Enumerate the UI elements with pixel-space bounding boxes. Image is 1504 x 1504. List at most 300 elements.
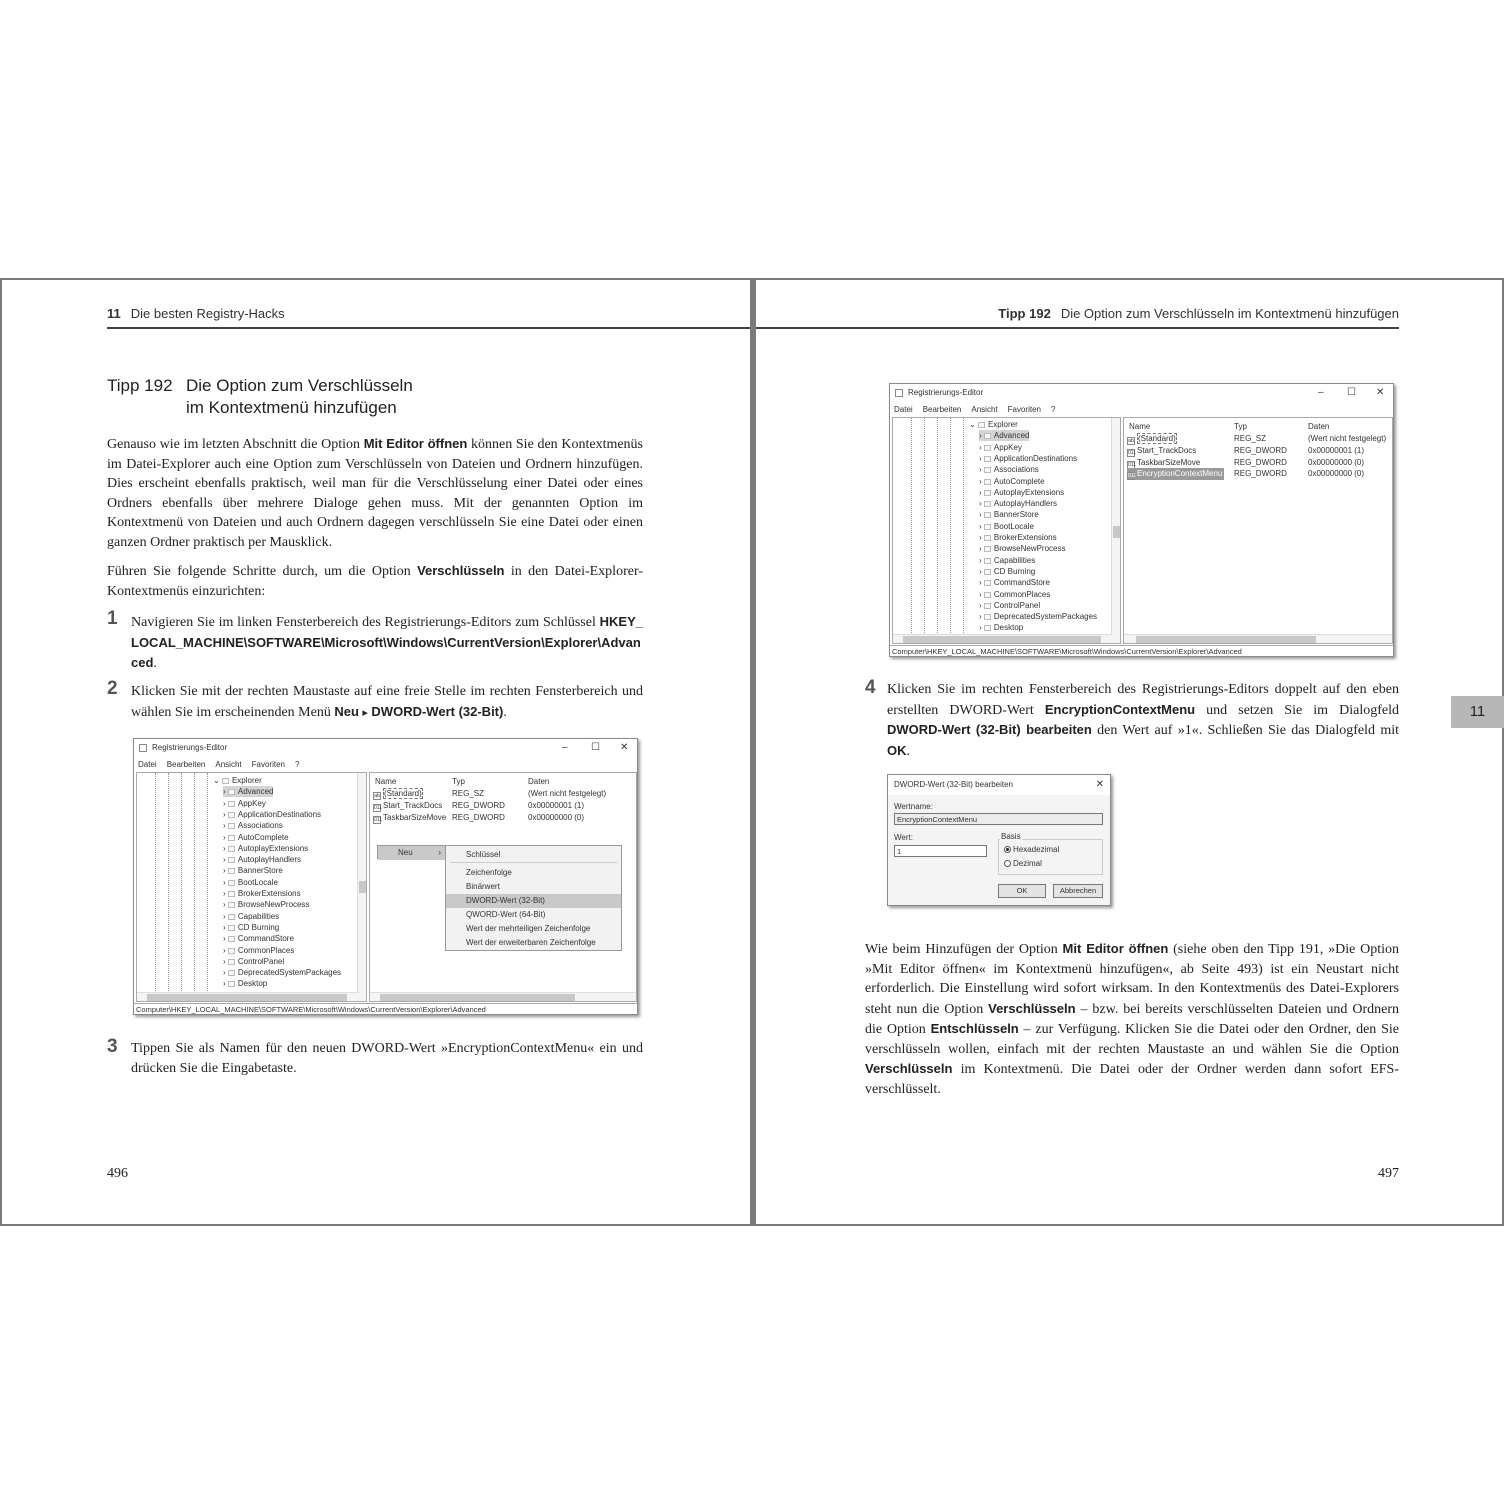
tree-node[interactable] xyxy=(223,809,321,820)
text: Tippen Sie als Namen für den neuen DWORD-Wert »EncryptionContextMenu« ein und drücken Sie die Eingabetaste. xyxy=(131,1041,643,1076)
chevron-right-icon: › xyxy=(979,431,984,441)
tree-node[interactable] xyxy=(979,577,1050,588)
tree-node[interactable] xyxy=(223,956,284,967)
folder-icon xyxy=(984,433,991,439)
regedit-screenshot-1 xyxy=(133,738,638,1015)
tree-node[interactable] xyxy=(979,521,1034,532)
tree-node[interactable] xyxy=(979,543,1065,554)
chevron-right-icon: › xyxy=(223,877,228,887)
step-1 xyxy=(131,612,643,674)
radio-icon xyxy=(1004,860,1011,867)
step-3 xyxy=(131,1039,643,1078)
folder-icon xyxy=(984,501,991,507)
folder-icon xyxy=(228,835,235,841)
tree-vscrollbar[interactable] xyxy=(1111,418,1120,643)
menu-item: Neu xyxy=(334,703,359,719)
page-number-left: 496 xyxy=(107,1166,128,1181)
tree-label: BrowseNewProcess xyxy=(237,900,310,910)
values-list[interactable] xyxy=(1123,417,1393,644)
page-number-right: 497 xyxy=(1378,1166,1399,1181)
radio-decimal[interactable] xyxy=(1004,859,1042,868)
chevron-right-icon: › xyxy=(979,533,984,542)
chevron-right-icon: › xyxy=(979,600,984,610)
option-name: Verschlüsseln xyxy=(417,563,505,578)
tree-node[interactable] xyxy=(223,888,301,899)
value-data-label: Wert: xyxy=(894,833,913,842)
folder-icon xyxy=(984,569,991,575)
step-number-3: 3 xyxy=(107,1036,118,1057)
menu-item: DWORD-Wert (32-Bit) xyxy=(371,703,504,719)
tree-label: Associations xyxy=(993,465,1039,475)
submenu-item[interactable]: Zeichenfolge xyxy=(466,868,512,877)
header-rule-left xyxy=(107,327,750,329)
tree-label: Desktop xyxy=(237,979,268,989)
menu-bearbeiten[interactable]: Bearbeiten xyxy=(922,405,962,414)
submenu-item[interactable]: Schlüssel xyxy=(466,850,501,859)
folder-icon xyxy=(984,490,991,496)
registry-path: HKEY_LOCAL_MACHINE\SOFTWARE\Microsoft\Windows\CurrentVersion\Explorer\Advanced xyxy=(131,614,643,670)
text: Klicken Sie im rechten Fensterbereich des Registrierungs-Editors doppelt auf den eben erstellten DWORD-Wert xyxy=(887,682,1399,718)
tree-node[interactable] xyxy=(223,820,283,831)
folder-icon xyxy=(984,580,991,586)
menu-datei[interactable]: Datei xyxy=(894,405,913,414)
tree-node[interactable] xyxy=(223,933,294,944)
chevron-right-icon: › xyxy=(979,623,984,633)
chevron-right-icon: › xyxy=(223,922,228,932)
tree-label: CD Burning xyxy=(993,566,1036,576)
menu-help[interactable]: ? xyxy=(294,760,300,769)
folder-icon xyxy=(984,625,991,631)
tree-node[interactable] xyxy=(979,498,1057,509)
tree-label: BootLocale xyxy=(993,521,1034,531)
status-bar: Computer\HKEY_LOCAL_MACHINE\SOFTWARE\Microsoft\Windows\CurrentVersion\Explorer\Advanced xyxy=(890,645,1393,656)
tree-node[interactable] xyxy=(223,854,301,865)
value-name: TaskbarSizeMove xyxy=(383,813,447,822)
tree-node[interactable] xyxy=(223,967,341,978)
folder-icon xyxy=(228,902,235,908)
radio-label: Hexadezimal xyxy=(1013,845,1060,854)
tree-label: CommandStore xyxy=(993,578,1050,588)
value-type: REG_SZ xyxy=(452,789,485,798)
tree-node-explorer[interactable] xyxy=(213,775,262,786)
submenu-item[interactable]: DWORD-Wert (32-Bit) xyxy=(446,894,621,908)
close-button[interactable]: ✕ xyxy=(1376,387,1385,398)
tree-node[interactable] xyxy=(223,843,308,854)
tree-node[interactable] xyxy=(223,786,273,797)
chevron-right-icon: › xyxy=(979,487,984,497)
closing-paragraph xyxy=(865,939,1399,1099)
tree-label: BrowseNewProcess xyxy=(993,544,1066,554)
tree-label: ApplicationDestinations xyxy=(237,809,322,819)
option-name: Verschlüsseln xyxy=(865,1061,953,1076)
tree-node[interactable] xyxy=(979,464,1039,475)
text: können Sie den Kontextmenüs im Datei-Explorer auch eine Option zum Verschlüsseln von Dateien und Ordnern hinzufügen. Dies erscheint ebenfalls praktisch, weil man für die Verschlüsselung einer Datei oder eines Ordners ebenfalls über mehrere Dialoge gehen muss. Mit der genannten Option im Kontextmenü von Dateien und auch Ordnern dagegen verschlüsseln Sie eine Datei oder einen ganzen Ordner praktisch per Mausklick. xyxy=(107,437,644,550)
running-head-right xyxy=(998,306,1399,321)
value-data: 0x00000000 (0) xyxy=(1308,469,1365,478)
chevron-right-icon: › xyxy=(223,934,228,944)
registry-tree[interactable] xyxy=(136,772,367,1002)
value-type: REG_DWORD xyxy=(1234,458,1287,467)
scroll-thumb[interactable] xyxy=(903,636,1101,643)
value-data-input[interactable]: 1 xyxy=(894,845,987,857)
chevron-down-icon: ⌄ xyxy=(213,776,222,785)
tree-label: BannerStore xyxy=(993,510,1039,520)
tree-label: Desktop xyxy=(993,623,1024,633)
tree-label: AutoComplete xyxy=(237,832,289,842)
tree-node-explorer[interactable] xyxy=(969,419,1018,430)
tree-hscrollbar[interactable] xyxy=(893,634,1113,643)
value-data: 0x00000001 (1) xyxy=(1308,446,1365,455)
chevron-right-icon: › xyxy=(223,787,228,797)
chevron-right-icon: › xyxy=(223,968,228,978)
folder-icon xyxy=(228,812,235,818)
value-type: REG_DWORD xyxy=(452,813,505,822)
tree-guide xyxy=(207,773,208,1001)
chevron-right-icon: › xyxy=(979,442,984,452)
list-hscrollbar[interactable] xyxy=(1124,634,1393,643)
scroll-thumb[interactable] xyxy=(147,994,347,1001)
text: – zur Verfügung. Klicken Sie die Datei oder den Ordner, den Sie verschlüsseln wollen, einfach mit der rechten Maustaste an und wählen Sie die Option xyxy=(865,1022,1399,1057)
text: und setzen Sie im Dialogfeld xyxy=(1195,702,1399,718)
tree-label: CD Burning xyxy=(237,922,280,932)
folder-icon xyxy=(228,948,235,954)
tree-node[interactable] xyxy=(223,922,279,933)
chapter-number: 11 xyxy=(107,306,121,321)
folder-icon xyxy=(228,880,235,886)
menu-favoriten[interactable]: Favoriten xyxy=(1007,405,1041,414)
chevron-right-icon: › xyxy=(979,521,984,531)
minimize-button[interactable]: – xyxy=(1318,387,1324,398)
scroll-thumb[interactable] xyxy=(359,881,366,893)
folder-icon xyxy=(228,981,235,987)
tip-heading xyxy=(107,375,413,419)
list-row[interactable] xyxy=(372,800,636,811)
chevron-right-icon: › xyxy=(979,578,984,588)
tree-node[interactable] xyxy=(223,865,283,876)
list-row[interactable] xyxy=(372,788,636,799)
submenu-item[interactable]: Wert der mehrteiligen Zeichenfolge xyxy=(466,924,591,933)
tree-node[interactable] xyxy=(979,476,1045,487)
chevron-right-icon: › xyxy=(979,476,984,486)
menu-bearbeiten[interactable]: Bearbeiten xyxy=(166,760,206,769)
value-data: 0x00000000 (0) xyxy=(528,813,585,822)
intro-paragraph xyxy=(107,434,643,552)
tree-node[interactable] xyxy=(979,555,1035,566)
chevron-right-icon: › xyxy=(438,848,441,857)
tree-node[interactable] xyxy=(223,945,294,956)
page-left xyxy=(2,280,750,1224)
folder-icon xyxy=(984,603,991,609)
chevron-right-icon: › xyxy=(979,566,984,576)
tip-number: Tipp 192 xyxy=(998,306,1051,321)
chevron-right-icon: › xyxy=(223,832,228,842)
chevron-right-icon: › xyxy=(223,956,228,966)
book-spread xyxy=(0,278,1504,1226)
string-value-icon: ab xyxy=(374,793,380,799)
tree-label: ControlPanel xyxy=(993,600,1041,610)
value-type: REG_DWORD xyxy=(1234,446,1287,455)
list-row[interactable] xyxy=(1126,457,1392,468)
minimize-button[interactable]: – xyxy=(562,742,568,753)
value-type: REG_SZ xyxy=(1234,434,1267,443)
list-row[interactable] xyxy=(1126,433,1392,444)
chevron-right-icon: › xyxy=(223,866,228,876)
folder-icon xyxy=(984,479,991,485)
tree-guide xyxy=(963,418,964,643)
context-menu xyxy=(377,845,446,859)
chevron-right-icon: › xyxy=(979,544,984,554)
submenu-item[interactable]: Wert der erweiterbaren Zeichenfolge xyxy=(466,938,596,947)
tree-label: AutoplayExtensions xyxy=(993,487,1065,497)
chevron-right-icon: › xyxy=(223,821,228,831)
text: Führen Sie folgende Schritte durch, um die Option xyxy=(107,564,418,579)
registry-tree[interactable] xyxy=(892,417,1121,644)
tree-hscrollbar[interactable] xyxy=(137,992,359,1001)
option-name: Verschlüsseln xyxy=(988,1000,1076,1016)
menu-bar xyxy=(894,404,1393,416)
chevron-right-icon: › xyxy=(979,465,984,475)
tree-guide xyxy=(168,773,169,1001)
dialog-close-button[interactable]: ✕ xyxy=(1095,779,1104,790)
window-title: Registrierungs-Editor xyxy=(152,743,228,752)
tree-guide xyxy=(155,773,156,1001)
value-data: 0x00000001 (1) xyxy=(528,801,585,810)
text: in den Datei-Explorer-Kontextmenüs einzurichten: xyxy=(107,564,643,599)
value-name-label: Wertname: xyxy=(894,802,933,811)
tree-node[interactable] xyxy=(979,622,1023,633)
tree-node[interactable] xyxy=(979,487,1064,498)
text: Navigieren Sie im linken Fensterbereich des Registrierungs-Editors zum Schlüssel xyxy=(131,615,600,630)
column-type[interactable]: Typ xyxy=(1234,422,1247,431)
folder-icon xyxy=(228,959,235,965)
tree-node[interactable] xyxy=(979,589,1050,600)
list-row[interactable] xyxy=(1126,445,1392,456)
chevron-right-icon: › xyxy=(979,612,984,622)
header-rule-right xyxy=(756,327,1399,329)
chevron-right-icon: › xyxy=(979,453,984,463)
menu-favoriten[interactable]: Favoriten xyxy=(251,760,285,769)
folder-icon xyxy=(984,467,991,473)
submenu-item[interactable]: Binärwert xyxy=(466,882,500,891)
value-name: Start_TrackDocs xyxy=(383,801,443,810)
menu-help[interactable]: ? xyxy=(1050,405,1056,414)
value-name: EncryptionContextMenu xyxy=(1137,469,1223,478)
option-name: Mit Editor öffnen xyxy=(363,436,468,451)
context-submenu xyxy=(445,845,622,951)
tree-guide xyxy=(181,773,182,1001)
chevron-right-icon: › xyxy=(223,889,228,898)
folder-icon xyxy=(228,801,235,807)
step-2 xyxy=(131,682,643,723)
list-hscrollbar[interactable] xyxy=(370,992,637,1001)
column-name[interactable]: Name xyxy=(1129,422,1151,431)
tree-node[interactable] xyxy=(979,509,1039,520)
maximize-button[interactable]: ☐ xyxy=(591,742,600,753)
tree-node[interactable] xyxy=(979,442,1022,453)
chevron-right-icon: › xyxy=(223,900,228,910)
value-name: TaskbarSizeMove xyxy=(1137,458,1201,467)
string-value-icon: ab xyxy=(1128,438,1134,444)
tree-label: AutoplayHandlers xyxy=(237,855,302,865)
folder-icon xyxy=(228,857,235,863)
value-name: Start_TrackDocs xyxy=(1137,446,1197,455)
steps-intro-paragraph xyxy=(107,561,643,601)
dialog-title: DWORD-Wert (32-Bit) bearbeiten xyxy=(888,775,1110,795)
tree-guide xyxy=(194,773,195,1001)
menu-item-neu[interactable] xyxy=(378,846,445,860)
chapter-thumb-tab: 11 xyxy=(1451,696,1504,728)
chapter-title: Die besten Registry-Hacks xyxy=(130,306,285,321)
chevron-right-icon: › xyxy=(223,911,228,921)
tree-label: AutoComplete xyxy=(993,476,1045,486)
radio-hexadecimal[interactable] xyxy=(1004,845,1059,854)
value-data: (Wert nicht festgelegt) xyxy=(528,789,607,798)
page-right xyxy=(756,280,1504,1224)
dword-edit-dialog xyxy=(887,774,1111,906)
chevron-right-icon: › xyxy=(223,798,228,808)
column-name[interactable]: Name xyxy=(375,777,397,786)
text: Genauso wie im letzten Abschnitt die Option xyxy=(107,437,364,452)
tree-node[interactable] xyxy=(223,832,289,843)
cancel-button[interactable]: Abbrechen xyxy=(1053,884,1103,898)
regedit-screenshot-2 xyxy=(889,383,1394,657)
value-type: REG_DWORD xyxy=(1234,469,1287,478)
folder-icon xyxy=(984,524,991,530)
maximize-button[interactable]: ☐ xyxy=(1347,387,1356,398)
folder-icon xyxy=(228,891,235,897)
value-type: REG_DWORD xyxy=(452,801,505,810)
tree-node[interactable] xyxy=(979,611,1097,622)
tree-label: AutoplayHandlers xyxy=(993,499,1058,509)
column-data[interactable]: Daten xyxy=(528,777,550,786)
step-number-1: 1 xyxy=(107,608,118,629)
tree-node[interactable] xyxy=(979,600,1040,611)
tree-label: ControlPanel xyxy=(237,956,285,966)
text: Wie beim Hinzufügen der Option xyxy=(865,942,1063,957)
radio-label: Dezimal xyxy=(1013,859,1042,868)
tree-label: DeprecatedSystemPackages xyxy=(993,612,1098,622)
folder-icon xyxy=(978,422,985,428)
dword-value-icon: 011 xyxy=(1128,462,1136,468)
scroll-thumb[interactable] xyxy=(1113,526,1120,538)
tree-label: DeprecatedSystemPackages xyxy=(237,968,342,978)
folder-icon xyxy=(984,546,991,552)
folder-icon xyxy=(228,789,235,795)
values-list[interactable] xyxy=(369,772,637,1002)
chevron-right-icon: › xyxy=(979,589,984,599)
button-name: OK xyxy=(887,742,907,758)
tree-label: Associations xyxy=(237,821,283,831)
submenu-item[interactable]: QWORD-Wert (64-Bit) xyxy=(466,910,546,919)
tree-label: Explorer xyxy=(987,420,1018,429)
menu-arrow-icon: ▸ xyxy=(362,706,368,719)
tree-node[interactable] xyxy=(979,430,1029,441)
tree-guide xyxy=(950,418,951,643)
folder-icon xyxy=(984,445,991,451)
tree-guide xyxy=(937,418,938,643)
tree-label: CommonPlaces xyxy=(237,945,295,955)
tree-node[interactable] xyxy=(223,877,278,888)
tree-label: CommandStore xyxy=(237,934,294,944)
ok-button[interactable]: OK xyxy=(998,884,1046,898)
chevron-right-icon: › xyxy=(979,555,984,565)
tree-label: CommonPlaces xyxy=(993,589,1051,599)
scroll-thumb[interactable] xyxy=(1136,636,1316,643)
chevron-right-icon: › xyxy=(223,855,228,865)
tree-label: Capabilities xyxy=(237,911,280,921)
tree-label: AutoplayExtensions xyxy=(237,843,309,853)
dword-value-icon: 011 xyxy=(374,817,382,823)
list-row[interactable] xyxy=(372,812,636,823)
list-header xyxy=(1126,421,1392,432)
folder-icon xyxy=(984,592,991,598)
close-button[interactable]: ✕ xyxy=(620,742,629,753)
list-row-new-value[interactable] xyxy=(1126,468,1392,479)
chevron-right-icon: › xyxy=(223,809,228,819)
chevron-right-icon: › xyxy=(979,510,984,520)
base-label: Basis xyxy=(1001,832,1021,841)
scroll-thumb[interactable] xyxy=(380,994,575,1001)
option-name: Mit Editor öffnen xyxy=(1062,941,1169,956)
dword-value-icon: 011 xyxy=(374,805,382,811)
chevron-right-icon: › xyxy=(223,945,228,955)
tip-title: Die Option zum Verschlüsseln im Kontextmenü hinzufügen xyxy=(1060,306,1399,321)
menu-ansicht[interactable]: Ansicht xyxy=(971,405,998,414)
tree-node[interactable] xyxy=(223,899,309,910)
text: den Wert auf »1«. Schließen Sie das Dialogfeld mit xyxy=(1091,723,1399,738)
tree-node[interactable] xyxy=(979,566,1035,577)
column-data[interactable]: Daten xyxy=(1308,422,1330,431)
folder-icon xyxy=(228,936,235,942)
folder-icon xyxy=(984,614,991,620)
radio-selected-icon xyxy=(1004,846,1011,853)
folder-icon xyxy=(228,823,235,829)
value-name: (Standard) xyxy=(1138,434,1176,443)
dialog-name: DWORD-Wert (32-Bit) bearbeiten xyxy=(887,722,1092,737)
menu-datei[interactable]: Datei xyxy=(138,760,157,769)
tree-node[interactable] xyxy=(979,453,1077,464)
tree-node[interactable] xyxy=(223,911,279,922)
value-name: (Standard) xyxy=(384,789,422,798)
tree-label: Advanced xyxy=(237,787,274,797)
text: . xyxy=(906,743,910,759)
folder-icon xyxy=(984,535,991,541)
tree-label: Capabilities xyxy=(993,555,1036,565)
column-type[interactable]: Typ xyxy=(452,777,465,786)
tree-node[interactable] xyxy=(979,532,1057,543)
tree-node[interactable] xyxy=(223,978,267,989)
step-number-4: 4 xyxy=(865,677,876,698)
value-name-field: EncryptionContextMenu xyxy=(894,813,1103,825)
menu-label: Neu xyxy=(398,848,413,857)
tree-node[interactable] xyxy=(223,798,266,809)
text: im Kontextmenü. Die Datei oder der Ordner werden dann sofort EFS-verschlüsselt. xyxy=(865,1062,1399,1097)
chevron-down-icon: ⌄ xyxy=(969,420,978,429)
tree-guide xyxy=(924,418,925,643)
chevron-right-icon: › xyxy=(223,843,228,853)
folder-icon xyxy=(228,970,235,976)
tree-label: BannerStore xyxy=(237,866,283,876)
tree-vscrollbar[interactable] xyxy=(357,773,366,1001)
status-bar: Computer\HKEY_LOCAL_MACHINE\SOFTWARE\Microsoft\Windows\CurrentVersion\Explorer\Advanced xyxy=(134,1003,637,1014)
text: . xyxy=(503,704,507,720)
value-data: 0x00000000 (0) xyxy=(1308,458,1365,467)
tree-label: ApplicationDestinations xyxy=(993,453,1078,463)
menu-ansicht[interactable]: Ansicht xyxy=(215,760,242,769)
running-head-left xyxy=(107,306,285,321)
tree-guide xyxy=(911,418,912,643)
value-data: (Wert nicht festgelegt) xyxy=(1308,434,1387,443)
